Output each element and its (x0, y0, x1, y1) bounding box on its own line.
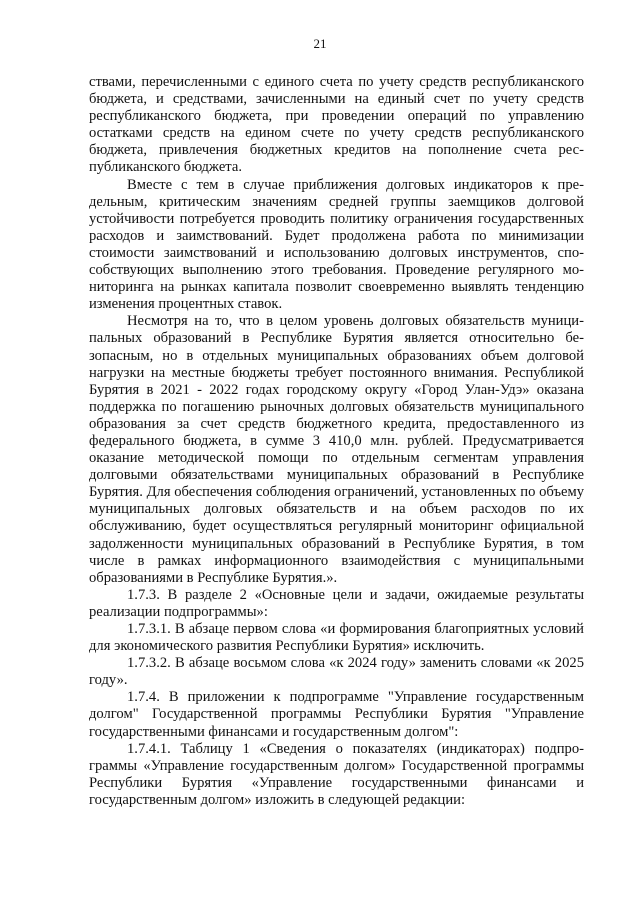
paragraph-debt-indicators: Вместе с тем в случае приближения долговых индикаторов к предельным, критическим значениям средней группы заемщиков долговой устойчивости потребуется проводить политику ограничения государственных расходов и заимствований. Будет продолжена работа по минимизации стоимости заимствований и использованию долговых инструментов, способствующих выполнению этого требования. Проведение регулярного мониторинга на рынках капитала позволит своевременно выявлять тенденцию изменения процентных ставок. (89, 176, 584, 313)
clause-1-7-3-1: 1.7.3.1. В абзаце первом слова «и формирования благоприятных условий для экономического развития Республики Бурятия» исключить. (89, 621, 584, 655)
clause-1-7-4-1: 1.7.4.1. Таблицу 1 «Сведения о показателях (индикаторах) подпрограммы «Управление государственным долгом» Государственной программы Республики Бурятия «Управление государственными финансами и государственным долгом» изложить в следующей редакции: (89, 740, 584, 808)
clause-1-7-4: 1.7.4. В приложении к подпрограмме "Управление государственным долгом" Государственной программы Республики Бурятия "Управление государственными финансами и государственным долгом": (89, 689, 584, 740)
page-number: 21 (313, 36, 327, 51)
paragraph-continuation: ствами, перечисленными с единого счета по учету средств республиканского бюджета, и средствами, зачисленными на единый счет по учету средств республиканского бюджета, при проведении операций по управлению остатками средств на едином счете по учету средств республиканского бюджета, привлечения бюджетных кредитов на пополнение счета республиканского бюджета. (89, 74, 584, 176)
clause-1-7-3: 1.7.3. В разделе 2 «Основные цели и задачи, ожидаемые результаты реализации подпрограммы»: (89, 586, 584, 620)
paragraph-municipal-debt: Несмотря на то, что в целом уровень долговых обязательств муниципальных образований в Республике Бурятия является относительно безопасным, но в отдельных муниципальных образованиях объем долговой нагрузки на местные бюджеты требует постоянного внимания. Республикой Бурятия в 2021 - 2022 годах городскому округу «Город Улан-Удэ» оказана поддержка по погашению рыночных долговых обязательств муниципального образования за счет средств бюджетного кредита, предоставленного из федерального бюджета, в сумме 3 410,0 млн. рублей. Предусматривается оказание методической помощи по отдельным сегментам управления долговыми обязательствами муниципальных образований в Республике Бурятия. Для обеспечения соблюдения ограничений, установленных по объему муниципальных долговых обязательств и на объем расходов по их обслуживанию, будет осуществляться регулярный мониторинг официальной задолженности муниципальных образований в Республике Бурятия, в том числе в рамках информационного взаимодействия с муниципальными образованиями в Республике Бурятия.». (89, 313, 584, 586)
document-body (89, 74, 584, 809)
clause-1-7-3-2: 1.7.3.2. В абзаце восьмом слова «к 2024 году» заменить словами «к 2025 году». (89, 655, 584, 689)
